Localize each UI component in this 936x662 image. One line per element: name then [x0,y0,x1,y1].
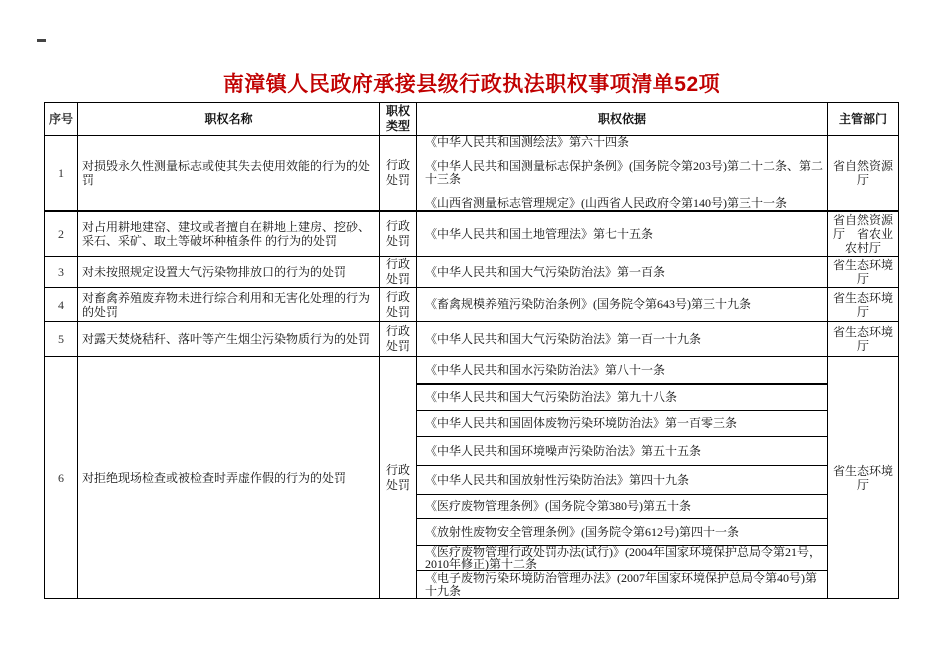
cell-department: 省自然资源厅 省农业农村厅 [832,213,893,255]
cell-department: 省生态环境厅 [832,463,893,492]
cell-department: 省生态环境厅 [832,325,893,353]
cell-department: 省自然资源厅 [832,159,893,187]
basis-sub-row: 《医疗废物管理行政处罚办法(试行)》(2004年国家环境保护总局令第21号，2010年修正)第十二条 [417,546,827,571]
header-name: 职权名称 [78,103,380,135]
authority-list-table [44,102,899,599]
table-header-row [45,103,898,136]
table-row [45,288,898,322]
cell-type: 行政处罚 [380,357,417,598]
cell-basis [417,357,828,598]
cell-index: 1 [45,136,78,210]
cell-index: 3 [45,257,78,287]
cell-basis: 《中华人民共和国大气污染防治法》第一百条 [417,257,828,287]
cell-basis: 《中华人民共和国大气污染防治法》第一百一十九条 [417,322,828,356]
cell-type: 行政处罚 [380,288,417,321]
table-row [45,322,898,357]
cell-index: 4 [45,288,78,321]
cell-basis: 《畜禽规模养殖污染防治条例》(国务院令第643号)第三十九条 [417,288,828,321]
cell-type: 行政处罚 [380,322,417,356]
cell-name: 对畜禽养殖废弃物未进行综合利用和无害化处理的行为的处罚 [78,288,380,321]
table-row [45,212,898,257]
header-type: 职权类型 [380,103,417,135]
header-index: 序号 [45,103,78,135]
cell-type: 行政处罚 [380,136,417,210]
basis-sub-row: 《中华人民共和国大气污染防治法》第九十八条 [417,385,827,411]
basis-sub-row: 《中华人民共和国放射性污染防治法》第四十九条 [417,466,827,495]
cell-index: 2 [45,212,78,256]
scan-artifact-mark [37,39,46,42]
cell-department: 省生态环境厅 [832,290,893,319]
cell-index: 6 [45,357,78,598]
cell-name: 对损毁永久性测量标志或使其失去使用效能的行为的处罚 [78,136,380,210]
cell-index: 5 [45,322,78,356]
header-basis: 职权依据 [417,103,828,135]
basis-sub-row: 《电子废物污染环境防治管理办法》(2007年国家环境保护总局令第40号)第十九条 [425,571,817,598]
cell-basis [417,136,828,210]
table-row [45,357,898,598]
cell-name: 对占用耕地建窑、建坟或者擅自在耕地上建房、挖砂、采石、采矿、取土等破坏种植条件 的行为的处罚 [78,212,380,256]
basis-line: 《中华人民共和国测绘法》第六十四条 [425,136,630,149]
header-department: 主管部门 [838,112,887,126]
cell-name: 对露天焚烧秸秆、落叶等产生烟尘污染物质行为的处罚 [78,322,380,356]
basis-line: 《中华人民共和国测量标志保护条例》(国务院令第203号)第二十二条、第二十三条 [425,159,823,186]
table-row [45,136,898,212]
basis-sub-row: 《中华人民共和国固体废物污染环境防治法》第一百零三条 [417,411,827,437]
basis-sub-row: 《放射性废物安全管理条例》(国务院令第612号)第四十一条 [417,519,827,546]
basis-sub-row: 《医疗废物管理条例》(国务院令第380号)第五十条 [417,495,827,519]
basis-sub-row: 《中华人民共和国环境噪声污染防治法》第五十五条 [417,437,827,466]
cell-name: 对拒绝现场检查或被检查时弄虚作假的行为的处罚 [78,357,380,598]
cell-basis: 《中华人民共和国土地管理法》第七十五条 [417,212,828,256]
cell-type: 行政处罚 [380,257,417,287]
cell-type: 行政处罚 [380,212,417,256]
basis-sub-row: 《中华人民共和国水污染防治法》第八十一条 [417,357,827,385]
table-row [45,257,898,288]
cell-name: 对未按照规定设置大气污染物排放口的行为的处罚 [78,257,380,287]
page-title: 南漳镇人民政府承接县级行政执法职权事项清单52项 [222,73,721,96]
basis-line: 《山西省测量标志管理规定》(山西省人民政府令第140号)第三十一条 [425,196,787,210]
cell-department: 省生态环境厅 [832,258,893,286]
